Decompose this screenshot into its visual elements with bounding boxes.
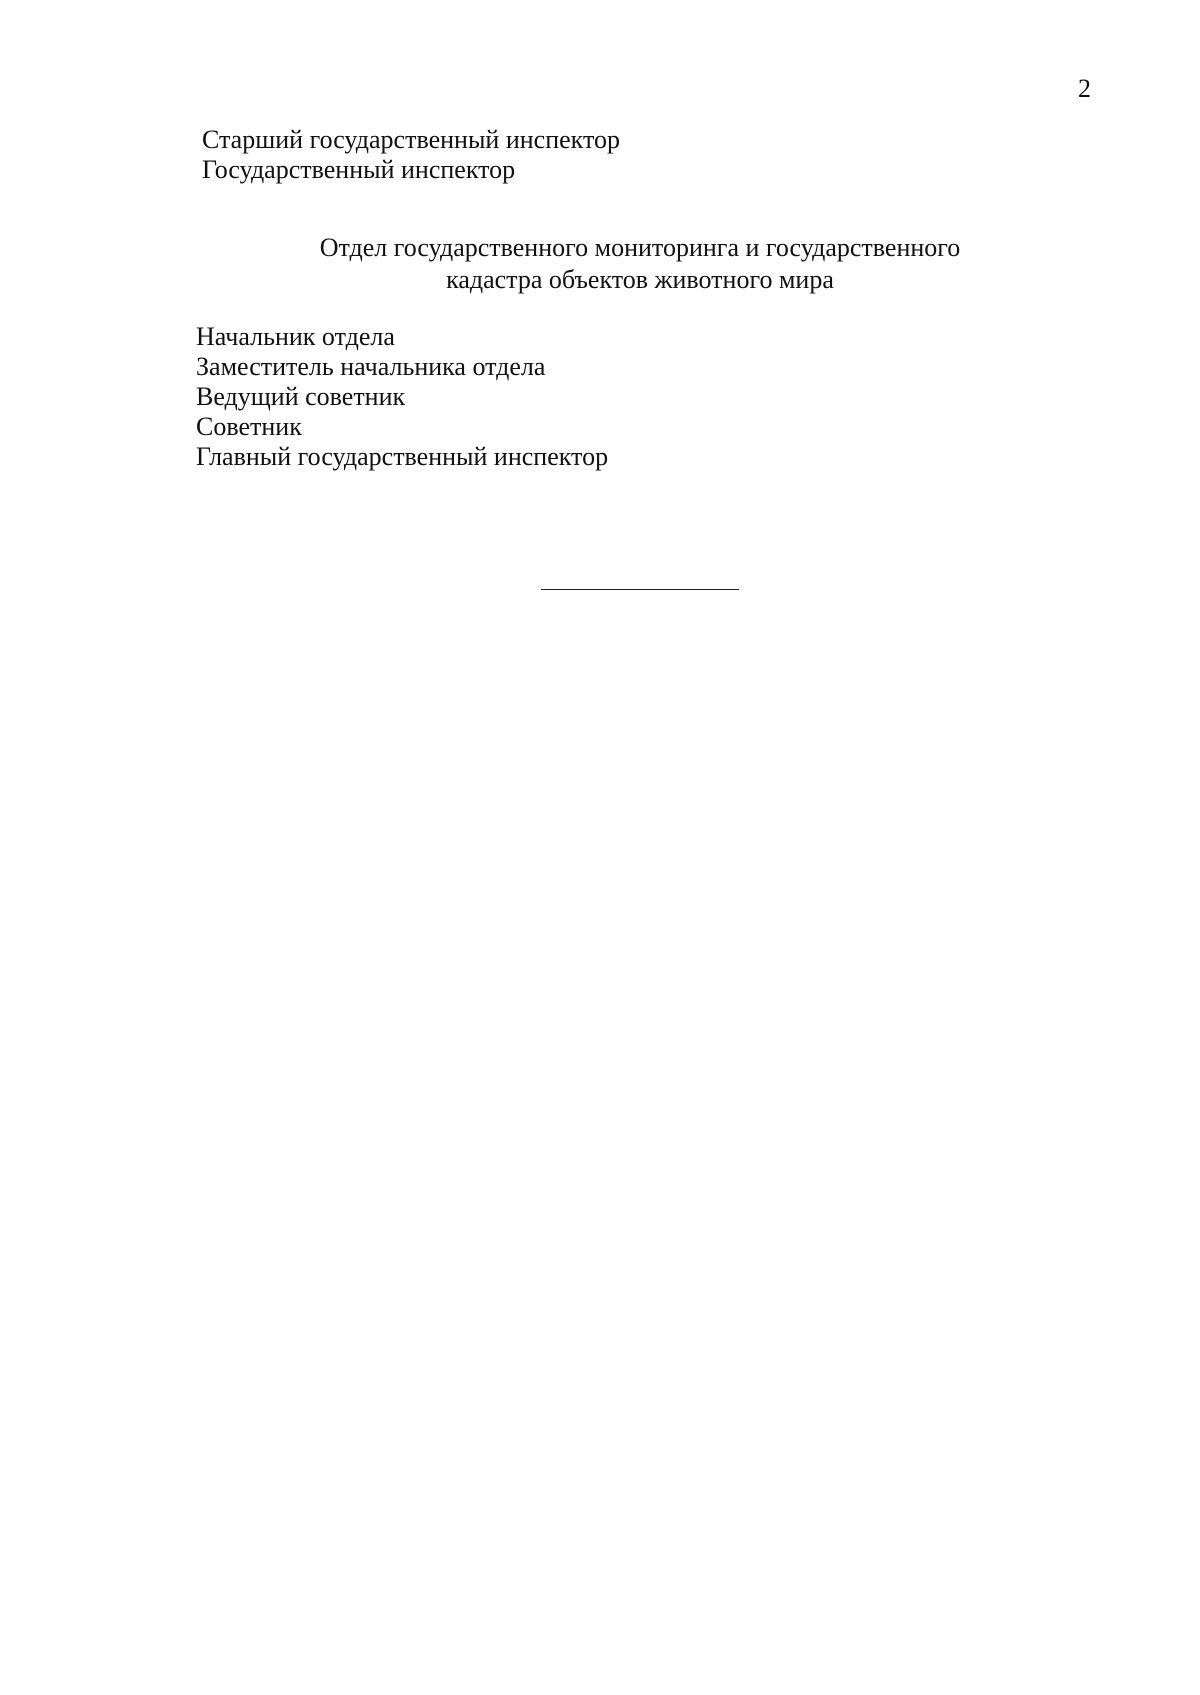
position-item: Государственный инспектор bbox=[202, 155, 516, 184]
position-item: Начальник отдела bbox=[196, 322, 395, 351]
position-item: Советник bbox=[196, 412, 302, 441]
position-item: Заместитель начальника отдела bbox=[196, 352, 546, 381]
position-item: Старший государственный инспектор bbox=[202, 125, 620, 154]
page-number: 2 bbox=[1078, 74, 1091, 103]
position-list-top bbox=[202, 125, 620, 185]
department-heading-line: кадастра объектов животного мира bbox=[446, 265, 834, 294]
department-heading bbox=[240, 232, 1040, 296]
position-item: Ведущий советник bbox=[196, 382, 406, 411]
position-item: Главный государственный инспектор bbox=[196, 442, 609, 471]
end-of-document-rule bbox=[541, 589, 739, 590]
position-list-department bbox=[196, 322, 608, 472]
department-heading-line: Отдел государственного мониторинга и государственного bbox=[319, 233, 961, 262]
